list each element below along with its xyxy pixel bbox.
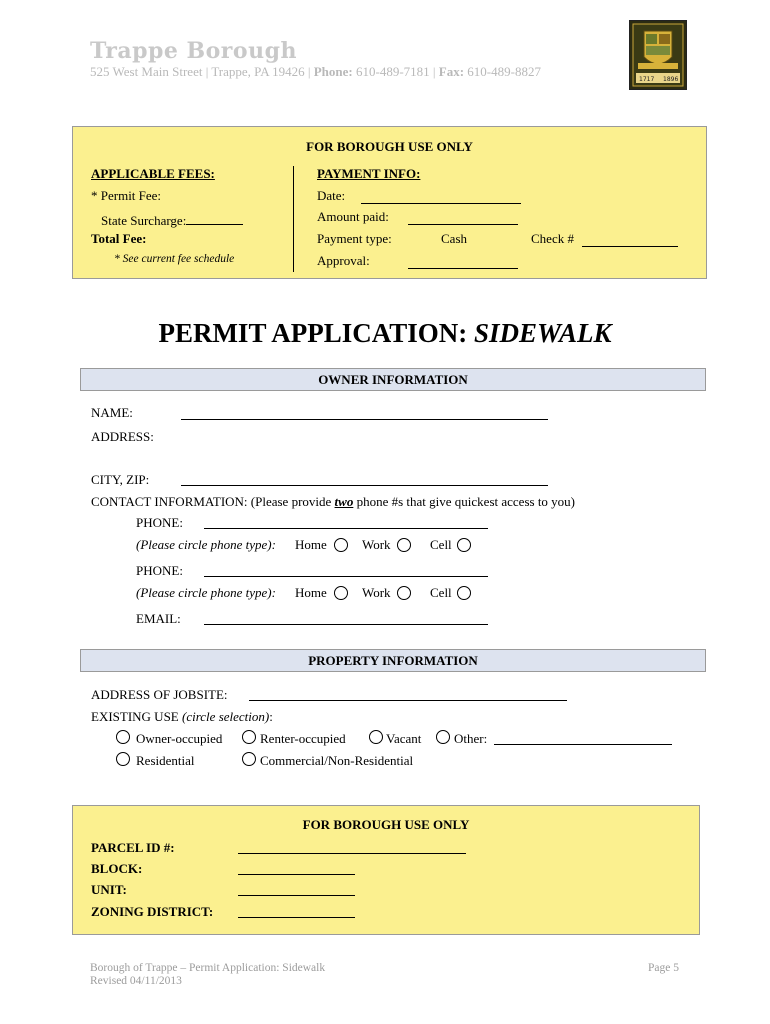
title-main: PERMIT APPLICATION:: [158, 318, 474, 348]
home-label: Home: [295, 585, 327, 600]
cell-label: Cell: [430, 585, 452, 600]
phone-2-circle-prompt: (Please circle phone type):: [136, 585, 276, 600]
owner-name-label: NAME:: [91, 405, 133, 420]
phone-1-cell-option[interactable]: [430, 537, 452, 553]
footer-doc-title: Borough of Trappe – Permit Application: Sidewalk: [90, 962, 326, 974]
owner-occupied-circle-icon[interactable]: [116, 730, 130, 744]
total-fee-label: Total Fee:: [91, 231, 147, 246]
fees-heading: APPLICABLE FEES:: [91, 166, 215, 181]
check-number-line[interactable]: [582, 232, 678, 247]
existing-use-text: EXISTING USE: [91, 709, 182, 724]
property-section-header: PROPERTY INFORMATION: [80, 649, 706, 672]
phone-2-label: PHONE:: [136, 563, 183, 578]
date-field: [317, 188, 345, 204]
permit-fee-label: * Permit Fee:: [91, 188, 162, 203]
date-line[interactable]: [361, 189, 521, 204]
borough-seal-icon: [629, 20, 687, 90]
fax-label: Fax:: [438, 64, 465, 79]
approval-line[interactable]: [408, 254, 518, 269]
contact-text-two: two: [334, 494, 354, 509]
residential-circle-icon[interactable]: [116, 752, 130, 766]
title-emphasis: SIDEWALK: [473, 318, 612, 348]
amount-paid-label: Amount paid:: [317, 209, 389, 224]
unit-line[interactable]: [238, 881, 355, 896]
renter-occupied-option[interactable]: Renter-occupied: [260, 731, 346, 746]
other-circle-icon[interactable]: [436, 730, 450, 744]
owner-address-label: ADDRESS:: [91, 429, 154, 444]
home-label: Home: [295, 537, 327, 552]
phone-2-home-circle-icon[interactable]: [334, 586, 348, 600]
check-field: [531, 231, 574, 247]
block-label: BLOCK:: [91, 861, 143, 876]
phone-1-circle-prompt: (Please circle phone type):: [136, 537, 276, 552]
phone-2-work-option[interactable]: [362, 585, 391, 601]
phone-1-home-circle-icon[interactable]: [334, 538, 348, 552]
work-label: Work: [362, 585, 391, 600]
parcel-id-line[interactable]: [238, 839, 466, 854]
other-option[interactable]: Other:: [454, 731, 488, 746]
address-text: 525 West Main Street | Trappe, PA 19426 |: [90, 64, 314, 79]
zoning-district-line[interactable]: [238, 903, 355, 918]
footer-revised-date: Revised 04/11/2013: [90, 975, 182, 987]
footer-document-info: [90, 962, 325, 988]
work-label: Work: [362, 537, 391, 552]
block-line[interactable]: [238, 860, 355, 875]
parcel-id-label: PARCEL ID #:: [91, 840, 175, 855]
residential-option[interactable]: Residential: [136, 753, 195, 768]
state-surcharge-line[interactable]: [186, 210, 243, 225]
cash-option[interactable]: Cash: [441, 231, 467, 246]
fax-number: 610-489-8827: [464, 64, 541, 79]
fees-payment-divider: [293, 166, 294, 272]
renter-occupied-circle-icon[interactable]: [242, 730, 256, 744]
jobsite-line[interactable]: [249, 686, 567, 701]
existing-use-italic: (circle selection): [182, 709, 270, 724]
payment-heading: PAYMENT INFO:: [317, 166, 421, 181]
commercial-option[interactable]: Commercial/Non-Residential: [260, 753, 414, 768]
check-label: Check #: [531, 231, 574, 246]
date-label: Date:: [317, 188, 346, 203]
phone-2-cell-option[interactable]: [430, 585, 452, 601]
page-title: [0, 318, 770, 349]
fee-note: * See current fee schedule: [114, 253, 235, 265]
letterhead-name: Trappe Borough: [90, 38, 297, 64]
payment-type-label: Payment type:: [317, 231, 392, 246]
city-zip-label: CITY, ZIP:: [91, 472, 150, 487]
owner-section-header: OWNER INFORMATION: [80, 368, 706, 391]
existing-use-colon: :: [269, 709, 273, 724]
state-surcharge-label: State Surcharge:: [101, 213, 187, 228]
phone-1-cell-circle-icon[interactable]: [457, 538, 471, 552]
seal-year-right: 1896: [663, 76, 679, 83]
phone-1-home-option[interactable]: [295, 537, 327, 553]
approval-label: Approval:: [317, 253, 370, 268]
phone-1-line[interactable]: [204, 514, 488, 529]
footer-page-number: Page 5: [648, 962, 679, 974]
borough-use-title-top: FOR BOROUGH USE ONLY: [306, 139, 473, 154]
phone-1-work-option[interactable]: [362, 537, 391, 553]
cell-label: Cell: [430, 537, 452, 552]
phone-label: Phone:: [313, 64, 353, 79]
jobsite-label: ADDRESS OF JOBSITE:: [91, 687, 228, 702]
other-line[interactable]: [494, 730, 672, 745]
city-zip-line[interactable]: [181, 471, 548, 486]
unit-label: UNIT:: [91, 882, 127, 897]
email-line[interactable]: [204, 610, 488, 625]
phone-2-line[interactable]: [204, 562, 488, 577]
phone-number: 610-489-7181 |: [352, 64, 439, 79]
owner-occupied-option[interactable]: Owner-occupied: [136, 731, 223, 746]
amount-paid-line[interactable]: [408, 210, 518, 225]
state-surcharge-field: [101, 210, 243, 229]
zoning-district-label: ZONING DISTRICT:: [91, 904, 214, 919]
phone-1-work-circle-icon[interactable]: [397, 538, 411, 552]
phone-1-label: PHONE:: [136, 515, 183, 530]
email-label: EMAIL:: [136, 611, 181, 626]
existing-use-label: [91, 709, 273, 725]
phone-2-cell-circle-icon[interactable]: [457, 586, 471, 600]
contact-text-pre: CONTACT INFORMATION: (Please provide: [91, 494, 335, 509]
phone-2-home-option[interactable]: [295, 585, 327, 601]
contact-text-post: phone #s that give quickest access to you): [353, 494, 576, 509]
owner-name-line[interactable]: [181, 405, 548, 420]
vacant-circle-icon[interactable]: [369, 730, 383, 744]
vacant-option[interactable]: Vacant: [386, 731, 422, 746]
borough-use-title-bottom: FOR BOROUGH USE ONLY: [302, 817, 470, 832]
letterhead-address: [90, 64, 541, 80]
seal-year-left: 1717: [639, 76, 655, 83]
phone-2-work-circle-icon[interactable]: [397, 586, 411, 600]
seal-graphic: [630, 21, 686, 89]
commercial-circle-icon[interactable]: [242, 752, 256, 766]
contact-instructions: [91, 494, 575, 510]
